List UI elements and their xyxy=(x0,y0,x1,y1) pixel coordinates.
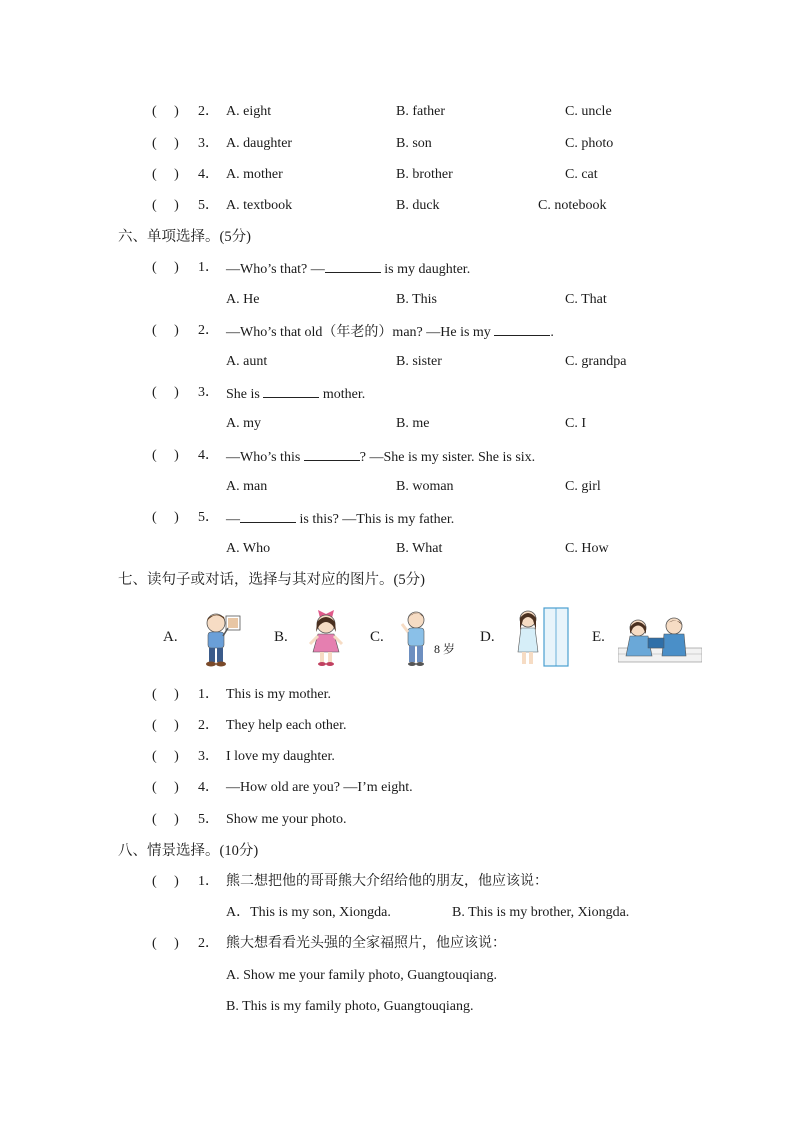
option-c: C. I xyxy=(565,416,586,431)
fill-blank[interactable] xyxy=(494,322,550,336)
option-b: B. sister xyxy=(396,354,442,369)
option-b: B. me xyxy=(396,416,430,431)
answer-paren[interactable]: ( ) xyxy=(152,104,179,119)
option-c: C. girl xyxy=(565,479,601,494)
item-number: 1． xyxy=(198,260,219,275)
option-a: A. Show me your family photo, Guangtouqiang. xyxy=(226,968,498,983)
option-b: B. This is my family photo, Guangtouqiang. xyxy=(226,999,474,1014)
girl-with-bow-icon xyxy=(306,606,346,668)
item-number: 5． xyxy=(198,812,219,827)
option-b: B. brother xyxy=(396,167,453,182)
boy-age-eight-icon xyxy=(400,608,432,668)
situation-text: 熊大想看看光头强的全家福照片，他应该说： xyxy=(226,936,506,951)
sentence: This is my mother. xyxy=(226,687,331,702)
option-a: A. textbook xyxy=(226,198,293,213)
option-b: B. This xyxy=(396,292,437,307)
answer-paren[interactable]: ( ) xyxy=(152,510,179,525)
option-b: B. duck xyxy=(396,198,440,213)
item-number: 2． xyxy=(198,104,219,119)
question-stem: —Who’s that? — is my daughter. xyxy=(226,259,470,279)
answer-paren[interactable]: ( ) xyxy=(152,448,179,463)
question-stem: She is mother. xyxy=(226,384,365,404)
option-a: A. eight xyxy=(226,104,272,119)
answer-paren[interactable]: ( ) xyxy=(152,718,179,733)
fill-blank[interactable] xyxy=(263,384,319,398)
option-a: A. mother xyxy=(226,167,283,182)
fill-blank[interactable] xyxy=(240,509,296,523)
item-number: 3． xyxy=(198,136,219,151)
answer-paren[interactable]: ( ) xyxy=(152,812,179,827)
section-7-heading: 七、读句子或对话，选择与其对应的图片。(5分) xyxy=(118,572,425,588)
option-a: A. Who xyxy=(226,541,271,556)
question-stem: — is this? —This is my father. xyxy=(226,509,454,529)
item-number: 4． xyxy=(198,448,219,463)
option-a: A. my xyxy=(226,416,261,431)
option-b: B. This is my brother, Xiongda. xyxy=(452,905,630,920)
section-6-heading: 六、单项选择。(5分) xyxy=(118,229,251,245)
answer-paren[interactable]: ( ) xyxy=(152,874,179,889)
answer-paren[interactable]: ( ) xyxy=(152,323,179,338)
item-number: 2． xyxy=(198,718,219,733)
item-number: 4． xyxy=(198,780,219,795)
family-helping-icon xyxy=(618,614,702,666)
situation-text: 熊二想把他的哥哥熊大介绍给他的朋友，他应该说： xyxy=(226,874,548,889)
sentence: They help each other. xyxy=(226,718,347,733)
option-a: A. man xyxy=(226,479,268,494)
option-c: C. cat xyxy=(565,167,598,182)
option-b: B. What xyxy=(396,541,443,556)
answer-paren[interactable]: ( ) xyxy=(152,385,179,400)
age-caption: 8 岁 xyxy=(434,642,456,656)
option-a: A. He xyxy=(226,292,260,307)
answer-paren[interactable]: ( ) xyxy=(152,687,179,702)
sentence: —How old are you? —I’m eight. xyxy=(226,780,413,795)
answer-paren[interactable]: ( ) xyxy=(152,936,179,951)
fill-blank[interactable] xyxy=(304,447,360,461)
item-number: 4． xyxy=(198,167,219,182)
option-c: C. photo xyxy=(565,136,614,151)
sentence: I love my daughter. xyxy=(226,749,335,764)
answer-paren[interactable]: ( ) xyxy=(152,198,179,213)
item-number: 3． xyxy=(198,749,219,764)
woman-by-door-icon xyxy=(514,606,570,668)
picture-label-d: D. xyxy=(480,629,495,645)
option-c: C. How xyxy=(565,541,609,556)
picture-label-a: A. xyxy=(163,629,178,645)
question-stem: —Who’s that old（年老的）man? —He is my . xyxy=(226,322,554,342)
answer-paren[interactable]: ( ) xyxy=(152,167,179,182)
picture-label-e: E. xyxy=(592,629,605,645)
fill-blank[interactable] xyxy=(325,259,381,273)
option-c: C. notebook xyxy=(538,198,607,213)
item-number: 1． xyxy=(198,874,219,889)
option-b: B. father xyxy=(396,104,445,119)
answer-paren[interactable]: ( ) xyxy=(152,780,179,795)
boy-with-photo-icon xyxy=(196,608,246,668)
option-b: B. woman xyxy=(396,479,454,494)
answer-paren[interactable]: ( ) xyxy=(152,260,179,275)
picture-label-b: B. xyxy=(274,629,288,645)
sentence: Show me your photo. xyxy=(226,812,347,827)
item-number: 3． xyxy=(198,385,219,400)
item-number: 2． xyxy=(198,936,219,951)
option-c: C. grandpa xyxy=(565,354,627,369)
picture-label-c: C. xyxy=(370,629,384,645)
item-number: 2． xyxy=(198,323,219,338)
item-number: 1． xyxy=(198,687,219,702)
item-number: 5． xyxy=(198,510,219,525)
option-b: B. son xyxy=(396,136,432,151)
option-a: A．This is my son, Xiongda. xyxy=(226,905,391,920)
answer-paren[interactable]: ( ) xyxy=(152,136,179,151)
option-a: A. daughter xyxy=(226,136,293,151)
question-stem: —Who’s this ? —She is my sister. She is six. xyxy=(226,447,535,467)
item-number: 5． xyxy=(198,198,219,213)
option-c: C. uncle xyxy=(565,104,612,119)
section-8-heading: 八、情景选择。(10分) xyxy=(118,843,259,859)
option-a: A. aunt xyxy=(226,354,268,369)
answer-paren[interactable]: ( ) xyxy=(152,749,179,764)
option-c: C. That xyxy=(565,292,607,307)
